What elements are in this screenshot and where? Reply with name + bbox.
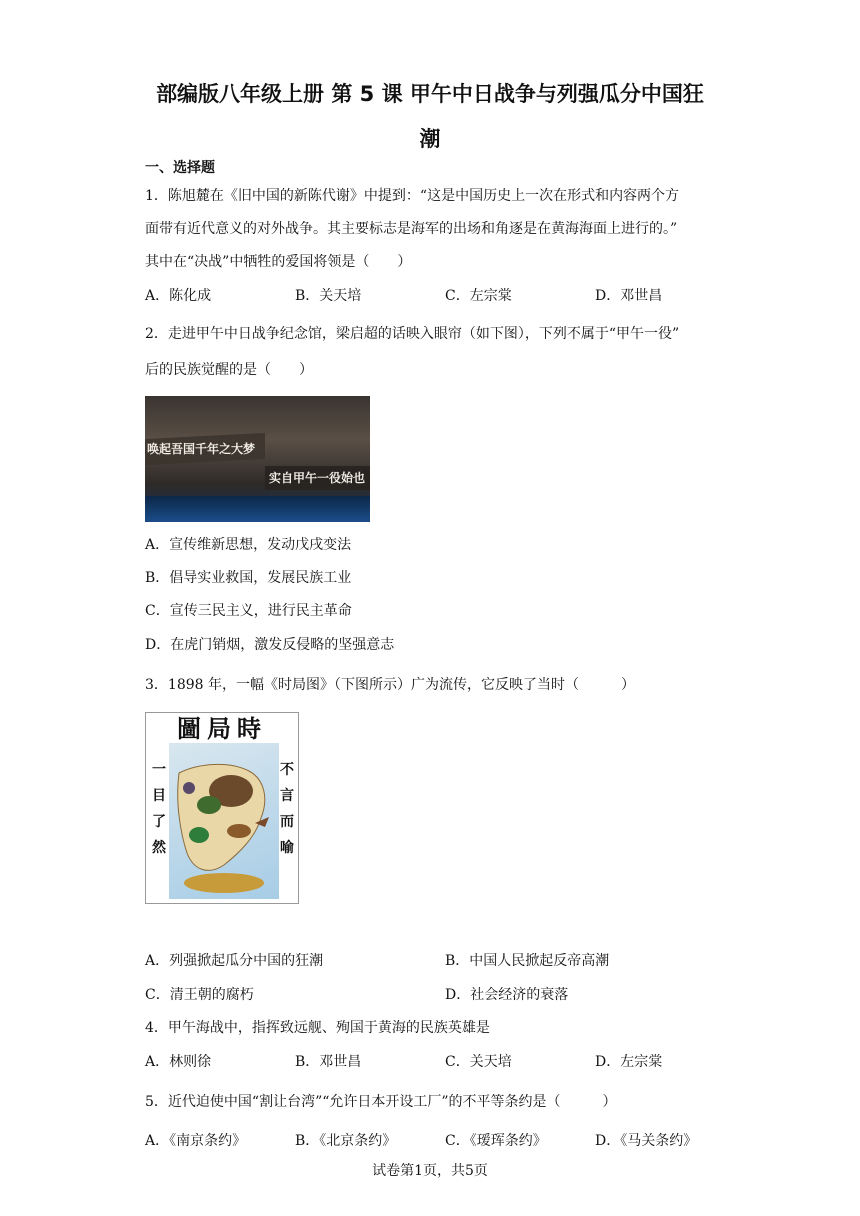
question-3-option-d: D．社会经济的衰落: [445, 987, 569, 1003]
memorial-hall-photo: [145, 396, 370, 522]
title-line-1: 部编版八年级上册 第 5 课 甲午中日战争与列强瓜分中国狂: [156, 82, 704, 106]
image-right-text: 不言而喻: [280, 762, 294, 856]
question-4-stem: 4．甲午海战中，指挥致远舰、殉国于黄海的民族英雄是: [145, 1020, 490, 1036]
question-3-option-c: C．清王朝的腐朽: [145, 987, 254, 1003]
question-2-option-d: D．在虎门销烟，激发反侵略的坚强意志: [145, 637, 395, 653]
image-left-text: 一目了然: [152, 762, 166, 856]
question-2-option-b: B．倡导实业救国，发展民族工业: [145, 570, 352, 586]
document-title: [120, 72, 740, 162]
question-4-option-a: A．林则徐: [145, 1054, 212, 1070]
question-4-option-c: C．关天培: [445, 1054, 512, 1070]
photo-floor: [145, 496, 370, 522]
question-4-option-b: B．邓世昌: [295, 1054, 362, 1070]
question-1-option-b: B．关天培: [295, 288, 362, 304]
question-3-stem: 3．1898 年，一幅《时局图》（下图所示）广为流传，它反映了当时（ ）: [145, 677, 635, 693]
section-heading: 一、选择题: [145, 160, 215, 176]
image-title: 圖局時: [177, 714, 267, 743]
map-illustration: [169, 743, 279, 899]
question-5-stem: 5．近代迫使中国“割让台湾”“允许日本开设工厂”的不平等条约是（ ）: [145, 1094, 617, 1110]
question-2-option-c: C．宣传三民主义，进行民主革命: [145, 603, 352, 619]
question-1-option-a: A．陈化成: [145, 288, 212, 304]
question-2-option-a: A．宣传维新思想，发动戊戌变法: [145, 537, 352, 553]
question-2-line: 2．走进甲午中日战争纪念馆，梁启超的话映入眼帘（如下图），下列不属于“甲午一役”: [145, 326, 680, 342]
question-1-line: 1．陈旭麓在《旧中国的新陈代谢》中提到：“这是中国历史上一次在形式和内容两个方: [145, 188, 680, 204]
question-5-option-a: A．《南京条约》: [145, 1133, 247, 1149]
question-1-option-d: D．邓世昌: [595, 288, 663, 304]
question-5-option-c: C．《瑷珲条约》: [445, 1133, 547, 1149]
question-5-option-d: D．《马关条约》: [595, 1133, 698, 1149]
question-2-line: 后的民族觉醒的是（ ）: [145, 362, 313, 378]
question-3-option-a: A．列强掀起瓜分中国的狂潮: [145, 953, 324, 969]
question-3-option-b: B．中国人民掀起反帝高潮: [445, 953, 610, 969]
question-2-stem: [145, 316, 720, 388]
question-5-option-b: B．《北京条约》: [295, 1133, 397, 1149]
question-1-line: 面带有近代意义的对外战争。其主要标志是海军的出场和角逐是在黄海海面上进行的。”: [145, 221, 678, 237]
photo-caption-1: 唤起吾国千年之大梦: [147, 442, 256, 456]
title-line-2: 潮: [419, 127, 441, 151]
map-drawing: [169, 743, 279, 899]
question-1-option-c: C．左宗棠: [445, 288, 512, 304]
question-1-stem: [145, 180, 720, 279]
shiju-tu-image: [145, 712, 299, 904]
question-1-line: 其中在“决战”中牺牲的爱国将领是（ ）: [145, 254, 412, 270]
photo-caption-2: 实自甲午一役始也: [269, 471, 366, 485]
question-4-option-d: D．左宗棠: [595, 1054, 663, 1070]
page-footer: 试卷第1页，共5页: [372, 1163, 488, 1179]
